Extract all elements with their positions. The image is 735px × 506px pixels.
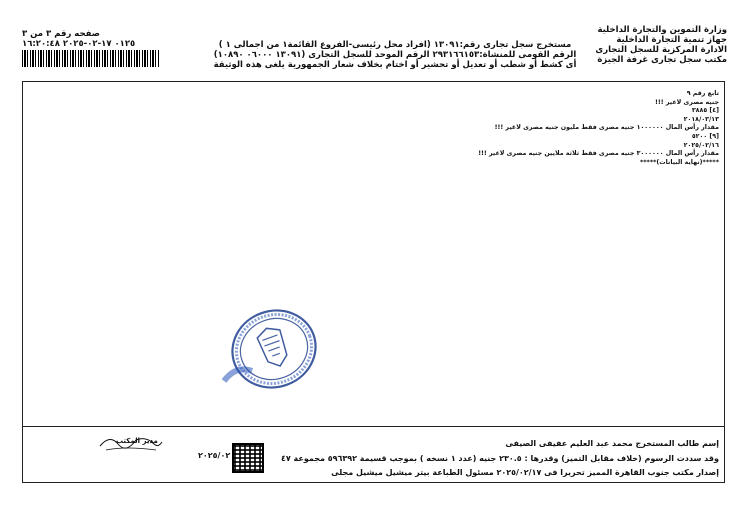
entry-line: مقدار رأس المال ٣٠٠٠٠٠٠ جنيه مصرى فقط ثلاثة ملايين جنيه مصرى لاغير !!! (478, 150, 719, 158)
department-name: الادارة المركزية للسجل التجارى (595, 45, 727, 55)
entry-line: *****(نهاية البيانات)***** (639, 158, 719, 166)
issue-date: ٢٠٢٥/٠٢ (198, 451, 231, 460)
validity-notice: أى كشط أو شطب أو تعديل أو تحشير أو اختام بخلاف شعار الجمهورية يلغى هذه الوثيقة (213, 60, 577, 70)
entry-line: تابع رقم ٩ (686, 90, 719, 97)
office-manager-label: مدير المكتب (116, 437, 158, 445)
record-entries (179, 90, 719, 167)
applicant-name: إسم طالب المستخرج محمد عبد العليم عفيفى الصيفى (505, 439, 719, 448)
entry-line: [٤] ٣٨٨٥ (691, 107, 719, 115)
page-info (22, 29, 222, 49)
issuance-info: إصدار مكتب جنوب القاهرة المميز تحريرا فى ٢٠٢٥/٠٢/١٧ مسئول الطباعة بيتر ميشيل ميشيل مجلى (331, 468, 719, 477)
entry-line: ٢٠١٨/٠٣/١٣ (683, 115, 719, 123)
page-number: صفحه رقم ٣ من ٣ (22, 29, 100, 39)
entry-line: مقدار رأس المال ١٠٠٠٠٠٠ جنيه مصرى فقط مليون جنيه مصرى لاغير !!! (494, 124, 719, 132)
entry-line: جنيه مصرى لاغير !!! (655, 98, 719, 106)
qr-code (232, 443, 264, 473)
barcode-image (22, 50, 160, 67)
print-timestamp: ٠١٢٥ ١٧-٠٢-٢٠٢٥ ١٦:٢٠:٤٨ (22, 39, 136, 49)
entry-line: [٩] ٥٢٠٠ (691, 132, 719, 140)
office-name: مكتب سجل تجارى غرفة الجيزة (597, 55, 727, 65)
registry-numbers: الرقم القومى للمنشاة:٢٩٣١٦٦١٥٣ الرقم الموحد للسجل التجارى (١٣٠٩١ ٠٦٠٠٠ ١٠٨٩٠) (213, 50, 577, 60)
agency-name: جهاز تنمية التجارة الداخلية (616, 35, 727, 45)
entry-line: ٢٠٢٥/٠٢/١٦ (683, 141, 719, 149)
official-stamp (222, 303, 322, 395)
ministry-name: وزارة التموين والتجارة الداخلية (597, 25, 727, 35)
document-title-block (200, 40, 590, 70)
fees-paid: وقد سددت الرسوم (خلاف مقابل التميز) وقدرها : ٢٣٠.٥ جنيه (عدد ١ نسخه ) بموجب قسيمة ٥٩٦٣٩٢ مجموعة ٤٧ (280, 453, 719, 463)
footer-divider (22, 426, 725, 427)
document-title: مستخرج سجل تجارى رقم:١٣٠٩١ (افراد محل رئيسى-الفروع القائمة١ من اجمالى ١ ) (218, 40, 572, 50)
